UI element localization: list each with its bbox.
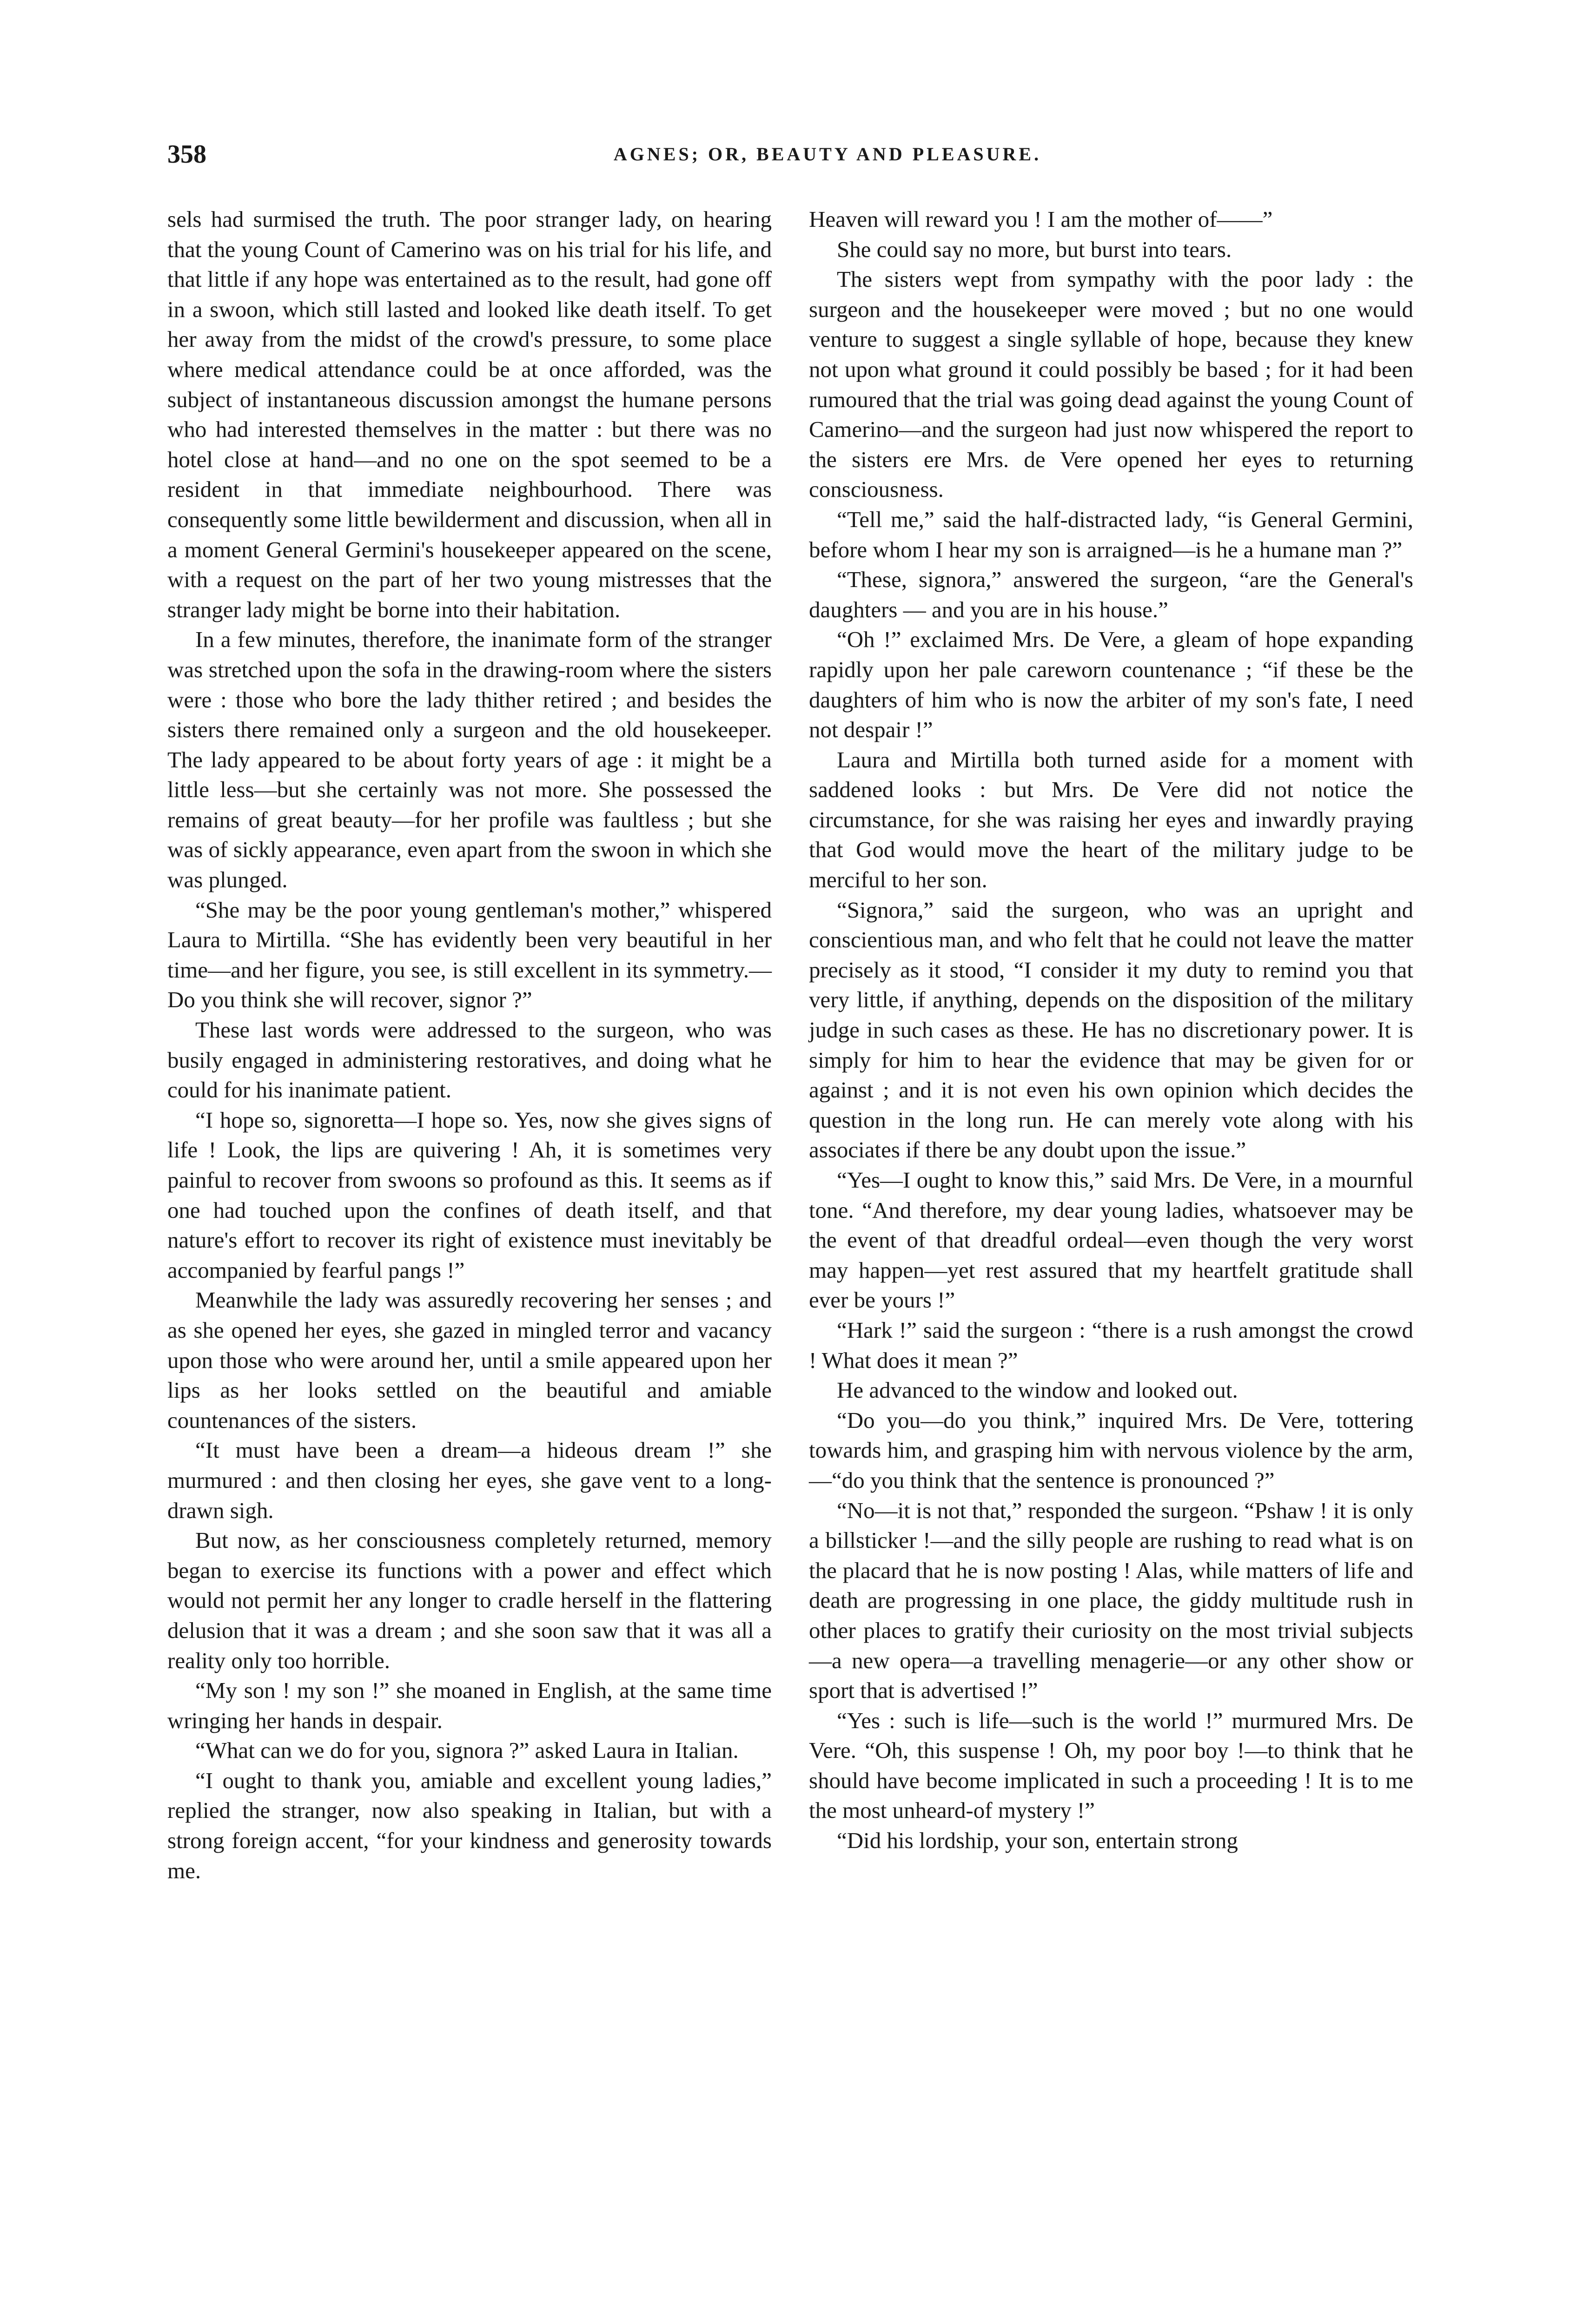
paragraph: sels had surmised the truth. The poor stranger lady, on hearing that the young Count of Camerino was on his trial for his life, and that little if any hope was entertained as to the result, had gone off in a swoon, which still lasted and looked like death itself. To get her away from the midst of the crowd's pressure, to some place where medical attendance could be at once afforded, was the subject of instantaneous discussion amongst the humane persons who had interested themselves in the matter : but there was no hotel close at hand—and no one on the spot seemed to be a resident in that immediate neighbourhood. There was consequently some little bewilderment and discussion, when all in a moment General Germini's housekeeper appeared on the scene, with a request on the part of her two young mistresses that the stranger lady might be borne into their habitation. bbox=[167, 206, 772, 622]
page-number: 358 bbox=[167, 140, 206, 169]
paragraph: Laura and Mirtilla both turned aside for a moment with saddened looks : but Mrs. De Vere did not notice the circumstance, for she was raising her eyes and inwardly praying that God would move the heart of the military judge to be merciful to her son. bbox=[809, 746, 1413, 893]
paragraph: “Do you—do you think,” inquired Mrs. De Vere, tottering towards him, and grasping him with nervous violence by the arm,—“do you think that the sentence is pronounced ?” bbox=[809, 1407, 1413, 1493]
paragraph: “I hope so, signoretta—I hope so. Yes, now she gives signs of life ! Look, the lips are quivering ! Ah, it is sometimes very painful to recover from swoons so profound as this. It seems as if one had touched upon the confines of death itself, and that nature's effort to recover its right of existence must inevitably be accompanied by fearful pangs !” bbox=[167, 1107, 772, 1283]
paragraph: “My son ! my son !” she moaned in English, at the same time wringing her hands in despair. bbox=[167, 1677, 772, 1733]
paragraph: She could say no more, but burst into tears. bbox=[837, 236, 1232, 262]
paragraph: Meanwhile the lady was assuredly recovering her senses ; and as she opened her eyes, she gazed in mingled terror and vacancy upon those who were around her, until a smile appeared upon her lips as her looks settled on the beautiful and amiable countenances of the sisters. bbox=[167, 1287, 772, 1433]
right-column bbox=[809, 205, 1413, 1856]
paragraph: “Tell me,” said the half-distracted lady, “is General Germini, before whom I hear my son is arraigned—is he a humane man ?” bbox=[809, 506, 1413, 562]
paragraph: These last words were addressed to the surgeon, who was busily engaged in administering restoratives, and doing what he could for his inanimate patient. bbox=[167, 1017, 772, 1103]
paragraph: “Signora,” said the surgeon, who was an upright and conscientious man, and who felt that he could not leave the matter precisely as it stood, “I consider it my duty to remind you that very little, if anything, depends on the disposition of the military judge in such cases as these. He has no discretionary power. It is simply for him to hear the evidence that may be given for or against ; and it is not even his own opinion which decides the question in the long run. He can merely vote along with his associates if there be any doubt upon the issue.” bbox=[809, 897, 1413, 1163]
paragraph: “Yes—I ought to know this,” said Mrs. De Vere, in a mournful tone. “And therefore, my dear young ladies, whatsoever may be the event of that dreadful ordeal—even though the very worst may happen—yet rest assured that my heartfelt gratitude shall ever be yours !” bbox=[809, 1167, 1413, 1313]
paragraph: “Did his lordship, your son, entertain strong bbox=[837, 1828, 1238, 1854]
paragraph: “I ought to thank you, amiable and excellent young ladies,” replied the stranger, now also speaking in Italian, but with a strong foreign accent, “for your kindness and generosity towards me. bbox=[167, 1767, 772, 1883]
paragraph: “Yes : such is life—such is the world !” murmured Mrs. De Vere. “Oh, this suspense ! Oh, my poor boy !—to think that he should have become implicated in such a proceeding ! It is to me the most unheard-of mystery !” bbox=[809, 1707, 1413, 1823]
paragraph: In a few minutes, therefore, the inanimate form of the stranger was stretched upon the sofa in the drawing-room where the sisters were : those who bore the lady thither retired ; and besides the sisters there remained only a surgeon and the old housekeeper. The lady appeared to be about forty years of age : it might be a little less—but she certainly was not more. She possessed the remains of great beauty—for her profile was faultless ; but she was of sickly appearance, even apart from the swoon in which she was plunged. bbox=[167, 627, 772, 893]
paragraph: “Hark !” said the surgeon : “there is a rush amongst the crowd ! What does it mean ?” bbox=[809, 1317, 1413, 1373]
paragraph: “What can we do for you, signora ?” asked Laura in Italian. bbox=[195, 1737, 739, 1763]
paragraph: Heaven will reward you ! I am the mother of——” bbox=[809, 206, 1273, 232]
paragraph: The sisters wept from sympathy with the poor lady : the surgeon and the housekeeper were moved ; but no one would venture to suggest a single syllable of hope, because they knew not upon what ground it could possibly be based ; for it had been rumoured that the trial was going dead against the young Count of Camerino—and the surgeon had just now whispered the report to the sisters ere Mrs. de Vere opened her eyes to returning consciousness. bbox=[809, 266, 1413, 502]
paragraph: He advanced to the window and looked out. bbox=[837, 1377, 1238, 1403]
paragraph: “It must have been a dream—a hideous dream !” she murmured : and then closing her eyes, she gave vent to a long-drawn sigh. bbox=[167, 1437, 772, 1523]
paragraph: But now, as her consciousness completely returned, memory began to exercise its functions with a power and effect which would not permit her any longer to cradle herself in the flattering delusion that it was a dream ; and she soon saw that it was all a reality only too horrible. bbox=[167, 1527, 772, 1673]
running-title: AGNES; OR, BEAUTY AND PLEASURE. bbox=[613, 144, 1042, 165]
page-header bbox=[167, 139, 1488, 177]
paragraph: “No—it is not that,” responded the surgeon. “Pshaw ! it is only a billsticker !—and the silly people are rushing to read what is on the placard that he is now posting ! Alas, while matters of life and death are progressing in one place, the giddy multitude rush in other places to gratify their curiosity on the most trivial subjects—a new opera—a travelling menagerie—or any other show or sport that is advertised !” bbox=[809, 1497, 1413, 1703]
paragraph: “She may be the poor young gentleman's mother,” whispered Laura to Mirtilla. “She has evidently been very beautiful in her time—and her figure, you see, is still excellent in its symmetry.—Do you think she will recover, signor ?” bbox=[167, 897, 772, 1013]
paragraph: “Oh !” exclaimed Mrs. De Vere, a gleam of hope expanding rapidly upon her pale careworn countenance ; “if these be the daughters of him who is now the arbiter of my son's fate, I need not despair !” bbox=[809, 627, 1413, 743]
paragraph: “These, signora,” answered the surgeon, “are the General's daughters — and you are in his house.” bbox=[809, 567, 1413, 622]
left-column bbox=[167, 205, 772, 1886]
